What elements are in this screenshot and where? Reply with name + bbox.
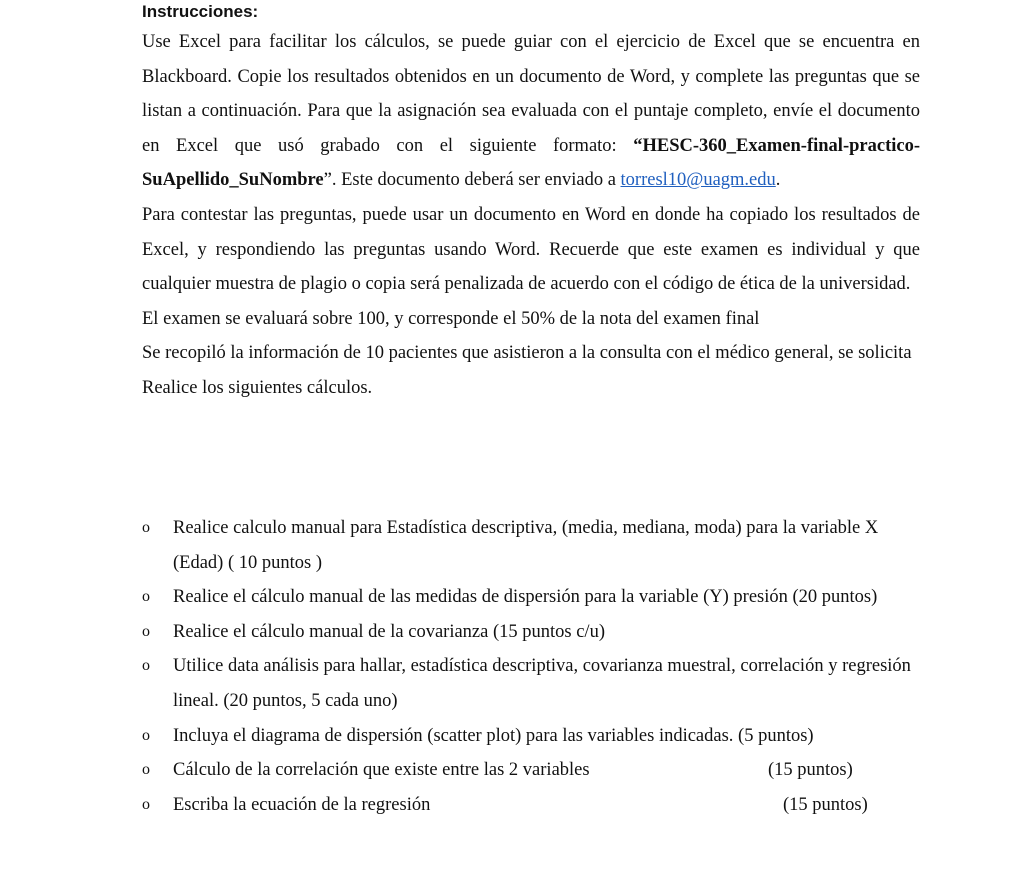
task-points: (15 puntos)	[783, 794, 868, 815]
instructions-body	[142, 25, 920, 406]
email-link[interactable]: torresl10@uagm.edu	[620, 170, 776, 191]
intro-text-3: .	[775, 170, 781, 191]
word-paragraph: Para contestar las preguntas, puede usar un documento en Word en donde ha copiado los resultados de Excel, y respondiendo las preguntas usando Word. Recuerde que este examen es individual y que cualquier muestra de plagio o copia será penalizada de acuerdo con el código de ética de la universidad.	[142, 204, 920, 295]
task-text: Incluya el diagrama de dispersión (scatter plot) para las variables indicadas. (5 puntos)	[173, 725, 814, 746]
list-item	[142, 649, 920, 718]
bullet-icon: o	[142, 726, 150, 744]
list-item	[142, 580, 920, 615]
task-text: Cálculo de la correlación que existe entre las 2 variables	[173, 760, 590, 781]
task-text: Utilice data análisis para hallar, estadística descriptiva, covarianza muestral, correlación y regresión lineal. (20 puntos, 5 cada uno)	[173, 656, 911, 711]
task-text: Realice calculo manual para Estadística descriptiva, (media, mediana, moda) para la variable X (Edad) ( 10 puntos )	[173, 518, 879, 573]
file-format-name: “HESC-360_Examen-final-practico-SuApellido_SuNombre	[142, 135, 920, 191]
bullet-icon: o	[142, 519, 150, 536]
task-text: Realice el cálculo manual de la covarianza (15 puntos c/u)	[173, 621, 605, 642]
intro-text-1: Use Excel para facilitar los cálculos, se puede guiar con el ejercicio de Excel que se encuentra en Blackboard. Copie los resultados obtenidos en un documento de Word, y complete las preguntas que se listan a continuación. Para que la asignación sea evaluada con el puntaje completo, envíe el documento en Excel que usó grabado con el siguiente formato:	[142, 32, 920, 156]
list-item	[142, 719, 920, 754]
intro-paragraph	[142, 25, 920, 198]
list-item	[142, 753, 920, 788]
calculations-paragraph: Realice los siguientes cálculos.	[142, 377, 373, 398]
task-points: (15 puntos)	[768, 760, 853, 781]
instructions-heading: Instrucciones:	[142, 2, 259, 21]
intro-text-2: ”. Este documento deberá ser enviado a	[323, 170, 621, 191]
list-item	[142, 788, 920, 823]
bullet-icon: o	[142, 657, 150, 675]
list-item	[142, 511, 920, 580]
bullet-icon: o	[142, 588, 150, 606]
task-list	[142, 511, 920, 822]
bullet-icon: o	[142, 622, 150, 640]
task-text: Escriba la ecuación de la regresión	[173, 794, 431, 815]
patients-paragraph: Se recopiló la información de 10 pacientes que asistieron a la consulta con el médico general, se solicita	[142, 343, 912, 364]
task-text: Realice el cálculo manual de las medidas de dispersión para la variable (Y) presión (20 puntos)	[173, 587, 878, 608]
grading-paragraph: El examen se evaluará sobre 100, y corresponde el 50% de la nota del examen final	[142, 308, 760, 329]
bullet-icon: o	[142, 795, 150, 813]
bullet-icon: o	[142, 761, 150, 779]
list-item	[142, 615, 920, 650]
